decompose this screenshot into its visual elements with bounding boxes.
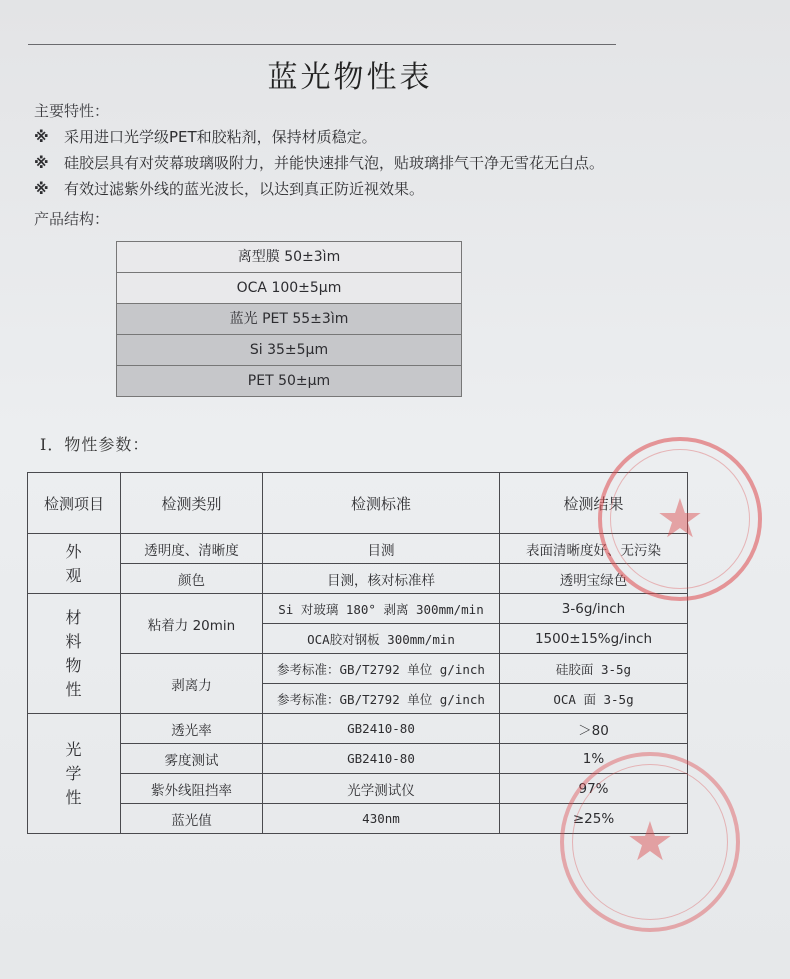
table-row — [28, 804, 688, 834]
cell-category: 蓝光值 — [121, 804, 263, 834]
page-title: 蓝光物性表 — [267, 60, 433, 95]
cell-category: 剥离力 — [121, 654, 263, 714]
header-item: 检测项目 — [28, 473, 121, 534]
params-table — [27, 472, 688, 834]
table-row — [28, 564, 688, 594]
cell-category: 粘着力 20min — [121, 594, 263, 654]
layer-release-film: 离型膜 50±3ìm — [117, 242, 461, 273]
feature-item: ※ 采用进口光学级PET和胶粘剂，保持材质稳定。 — [34, 128, 377, 146]
cell-standard: 参考标准：GB/T2792 单位 g/inch — [263, 654, 500, 684]
cell-result: 97% — [500, 774, 688, 804]
cell-result: ＞80 — [500, 714, 688, 744]
cell-category: 紫外线阻挡率 — [121, 774, 263, 804]
group-optical: 光 学 性 — [28, 714, 121, 834]
structure-heading: 产品结构： — [34, 210, 110, 228]
cell-category: 雾度测试 — [121, 744, 263, 774]
cell-result: ≥25% — [500, 804, 688, 834]
cell-result: 1500±15%g/inch — [500, 624, 688, 654]
cell-standard: 参考标准：GB/T2792 单位 g/inch — [263, 684, 500, 714]
cell-result: 3-6g/inch — [500, 594, 688, 624]
features-heading: 主要特性： — [34, 102, 110, 120]
cell-standard: GB2410-80 — [263, 744, 500, 774]
table-row — [28, 714, 688, 744]
params-heading: I．物性参数： — [40, 435, 150, 454]
table-row — [28, 534, 688, 564]
table-row — [28, 744, 688, 774]
cell-standard: 光学测试仪 — [263, 774, 500, 804]
layer-oca: OCA 100±5μm — [117, 273, 461, 304]
cell-standard: 目测 — [263, 534, 500, 564]
cell-standard: 430nm — [263, 804, 500, 834]
cell-result: 表面清晰度好、无污染 — [500, 534, 688, 564]
header-standard: 检测标准 — [263, 473, 500, 534]
layer-blue-pet: 蓝光 PET 55±3ìm — [117, 304, 461, 335]
reference-mark: ※ — [34, 154, 49, 172]
cell-category: 颜色 — [121, 564, 263, 594]
layer-pet: PET 50±μm — [117, 366, 461, 397]
table-header-row — [28, 473, 688, 534]
cell-standard: Si 对玻璃 180° 剥离 300mm/min — [263, 594, 500, 624]
star-icon: ★ — [625, 810, 675, 873]
cell-category: 透光率 — [121, 714, 263, 744]
cell-standard: GB2410-80 — [263, 714, 500, 744]
cell-category: 透明度、清晰度 — [121, 534, 263, 564]
table-row — [28, 594, 688, 624]
cell-standard: OCA胶对钢板 300mm/min — [263, 624, 500, 654]
structure-diagram — [116, 241, 462, 397]
header-result: 检测结果 — [500, 473, 688, 534]
star-icon: ★ — [655, 487, 705, 550]
cell-result: 透明宝绿色 — [500, 564, 688, 594]
header-category: 检测类别 — [121, 473, 263, 534]
top-rule — [28, 44, 616, 45]
cell-result: 硅胶面 3-5g — [500, 654, 688, 684]
table-row — [28, 774, 688, 804]
cell-result: OCA 面 3-5g — [500, 684, 688, 714]
reference-mark: ※ — [34, 128, 49, 146]
table-row — [28, 654, 688, 684]
reference-mark: ※ — [34, 180, 49, 198]
cell-standard: 目测，核对标准样 — [263, 564, 500, 594]
feature-item: ※ 硅胶层具有对荧幕玻璃吸附力，并能快速排气泡，贴玻璃排气干净无雪花无白点。 — [34, 154, 605, 172]
layer-si: Si 35±5μm — [117, 335, 461, 366]
group-appearance: 外 观 — [28, 534, 121, 594]
feature-item: ※ 有效过滤紫外线的蓝光波长，以达到真正防近视效果。 — [34, 180, 425, 198]
group-material: 材 料 物 性 — [28, 594, 121, 714]
cell-result: 1% — [500, 744, 688, 774]
